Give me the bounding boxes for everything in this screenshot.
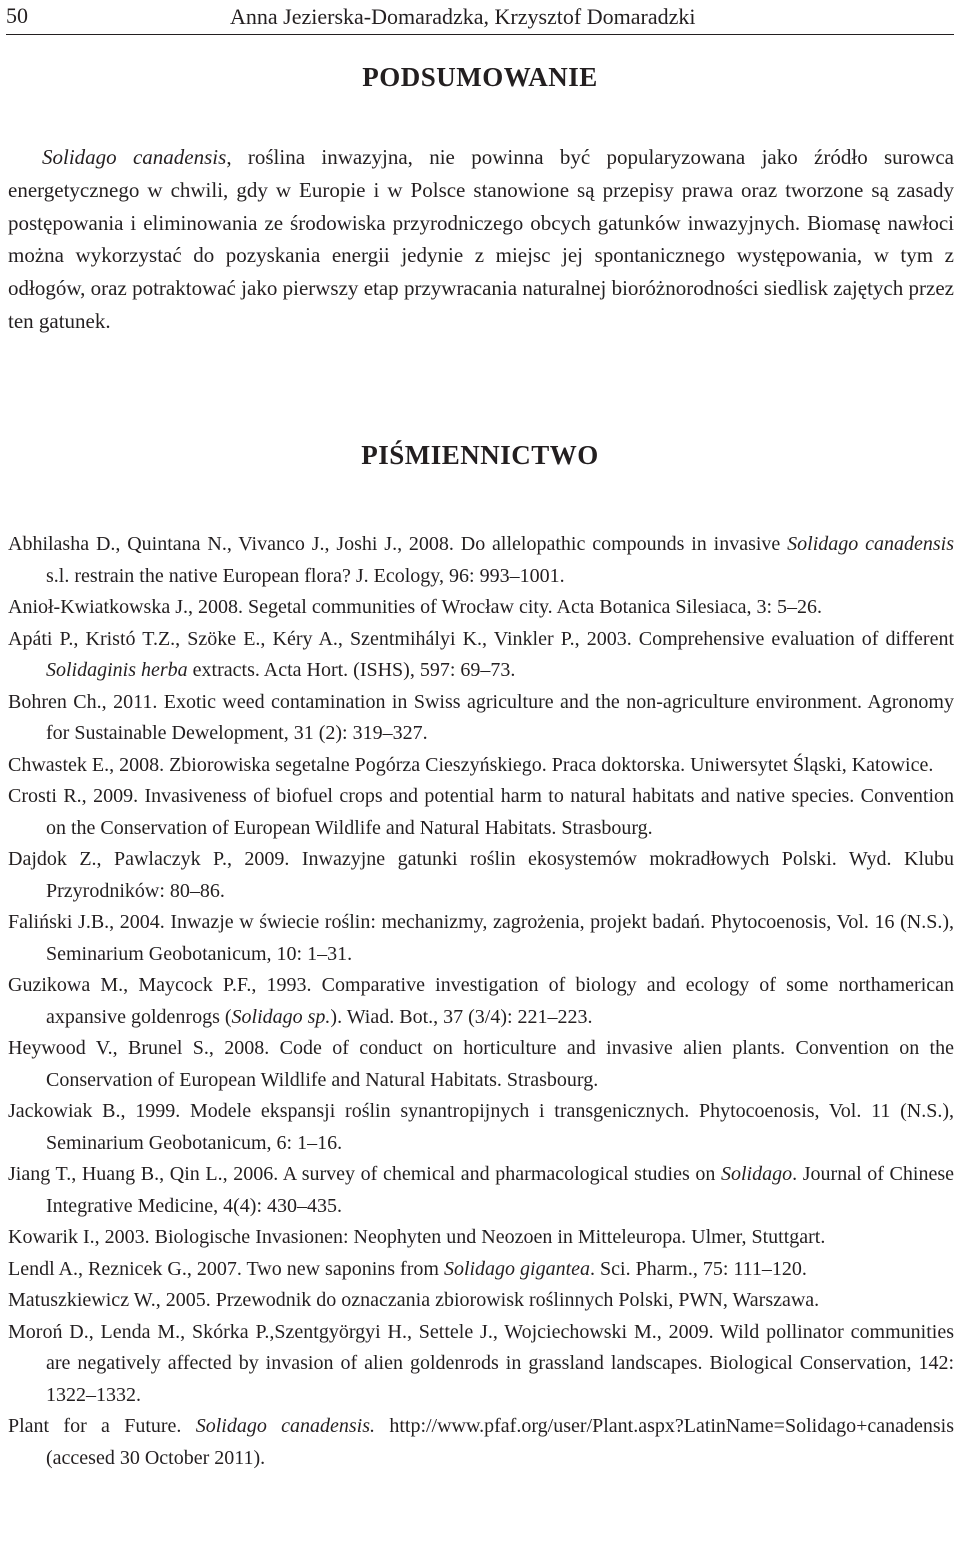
reference-entry xyxy=(8,1033,954,1096)
reference-italic: Solidago gigantea xyxy=(443,1257,591,1280)
reference-text: Guzikowa M., Maycock P.F., 1993. Comparative investigation of biology and ecology of some northamerican axpansive goldenrogs ( xyxy=(8,974,954,1028)
references-heading: PIŚMIENNICTWO xyxy=(361,440,599,470)
reference-text: Bohren Ch., 2011. Exotic weed contamination in Swiss agriculture and the non-agriculture environment. Agronomy for Sustainable Dewelopment, 31 (2): 319–327. xyxy=(8,690,954,744)
reference-text: Plant for a Future. xyxy=(8,1415,196,1437)
reference-entry xyxy=(8,687,954,750)
reference-text: Heywood V., Brunel S., 2008. Code of conduct on horticulture and invasive alien plants. Convention on the Conservation of European Wildlife and Natural Habitats. Strasbourg. xyxy=(8,1037,954,1091)
reference-text-end: . Sci. Pharm., 75: 111–120. xyxy=(590,1257,807,1280)
reference-text: Chwastek E., 2008. Zbiorowiska segetalne Pogórza Cieszyńskiego. Praca doktorska. Uniwersytet Śląski, Katowice. xyxy=(8,753,934,776)
reference-entry xyxy=(8,592,954,624)
reference-text: Faliński J.B., 2004. Inwazje w świecie roślin: mechanizmy, zagrożenia, projekt badań. Phytocoenosis, Vol. 16 (N.S.), Seminarium Geobotanicum, 10: 1–31. xyxy=(8,911,954,965)
reference-entry xyxy=(8,1159,954,1222)
reference-text: Crosti R., 2009. Invasiveness of biofuel crops and potential harm to natural habitats and native species. Convention on the Conservation of European Wildlife and Natural Habitats. Strasbourg. xyxy=(8,785,954,839)
reference-entry xyxy=(8,1411,954,1474)
reference-text: Abhilasha D., Quintana N., Vivanco J., Joshi J., 2008. Do allelopathic compounds in invasive xyxy=(8,533,788,555)
reference-text-end: extracts. Acta Hort. (ISHS), 597: 69–73. xyxy=(187,659,516,681)
reference-text-end: s.l. restrain the native European flora? J. Ecology, 96: 993–1001. xyxy=(46,564,565,587)
reference-entry xyxy=(8,624,954,687)
reference-text: Kowarik I., 2003. Biologische Invasionen: Neophyten und Neozoen in Mitteleuropa. Ulmer, Stuttgart. xyxy=(8,1226,826,1248)
reference-entry xyxy=(8,1254,954,1286)
reference-text: Anioł-Kwiatkowska J., 2008. Segetal communities of Wrocław city. Acta Botanica Silesiaca, 3: 5–26. xyxy=(8,596,823,618)
reference-text: Moroń D., Lenda M., Skórka P.,Szentgyörgyi H., Settele J., Wojciechowski M., 2009. Wild pollinator communities are negatively affected by invasion of alien goldenrods in grassland landscapes. Biological Conservation, 142: 1322–1332. xyxy=(8,1320,954,1406)
running-head: Anna Jezierska-Domaradzka, Krzysztof Domaradzki xyxy=(230,4,696,29)
page-number: 50 xyxy=(6,3,28,28)
reference-entry xyxy=(8,907,954,970)
reference-italic: Solidago sp. xyxy=(231,1005,331,1028)
reference-text: Dajdok Z., Pawlaczyk P., 2009. Inwazyjne gatunki roślin ekosystemów mokradłowych Polski. Wyd. Klubu Przyrodników: 80–86. xyxy=(8,848,954,902)
reference-text: Matuszkiewicz W., 2005. Przewodnik do oznaczania zbiorowisk roślinnych Polski, PWN, Warszawa. xyxy=(8,1289,820,1311)
reference-entry xyxy=(8,1285,954,1317)
summary-heading: PODSUMOWANIE xyxy=(362,62,598,92)
reference-text: Jiang T., Huang B., Qin L., 2006. A survey of chemical and pharmacological studies on xyxy=(8,1163,721,1185)
reference-italic: Solidago canadensis. xyxy=(195,1415,376,1437)
reference-text-end: . Journal of Chinese Integrative Medicine, 4(4): 430–435. xyxy=(46,1163,954,1217)
reference-text: Jackowiak B., 1999. Modele ekspansji roślin synantropijnych i transgenicznych. Phytocoenosis, Vol. 11 (N.S.), Seminarium Geobotanicum, 6: 1–16. xyxy=(8,1100,954,1154)
reference-italic: Solidago xyxy=(721,1163,793,1185)
reference-entry xyxy=(8,529,954,592)
species-name: Solidago canadensis xyxy=(42,145,227,169)
reference-entry xyxy=(8,844,954,907)
reference-entry xyxy=(8,1317,954,1412)
reference-text: Apáti P., Kristó T.Z., Szöke E., Kéry A., Szentmihályi K., Vinkler P., 2003. Comprehensive evaluation of different xyxy=(8,627,954,650)
reference-entry xyxy=(8,781,954,844)
reference-text-end: http://www.pfaf.org/user/Plant.aspx?LatinName=Solidago+canadensis (accesed 30 October 2011). xyxy=(46,1415,954,1469)
reference-entry xyxy=(8,750,954,782)
page-header xyxy=(6,0,954,35)
reference-italic: Solidaginis herba xyxy=(46,659,188,681)
summary-text: , roślina inwazyjna, nie powinna być popularyzowana jako źródło surowca energetycznego w chwili, gdy w Europie i w Polsce stanowione są przepisy prawa oraz tworzone są zasady postępowania i eliminowania ze środowiska przyrodniczego obcych gatunków inwazyjnych. Biomasę nawłoci można wykorzystać do pozyskania energii jedynie z miejsc jej spontanicznego występowania, w tym z odłogów, oraz potraktować jako pierwszy etap przywracania naturalnej bioróżnorodności siedlisk zajętych przez ten gatunek. xyxy=(8,145,954,333)
reference-list xyxy=(8,529,954,1474)
reference-entry xyxy=(8,1096,954,1159)
reference-entry xyxy=(8,1222,954,1254)
reference-italic: Solidago canadensis xyxy=(787,533,954,555)
summary-paragraph xyxy=(8,141,954,338)
reference-text-end: ). Wiad. Bot., 37 (3/4): 221–223. xyxy=(330,1005,593,1028)
reference-entry xyxy=(8,970,954,1033)
reference-text: Lendl A., Reznicek G., 2007. Two new saponins from xyxy=(8,1257,444,1280)
